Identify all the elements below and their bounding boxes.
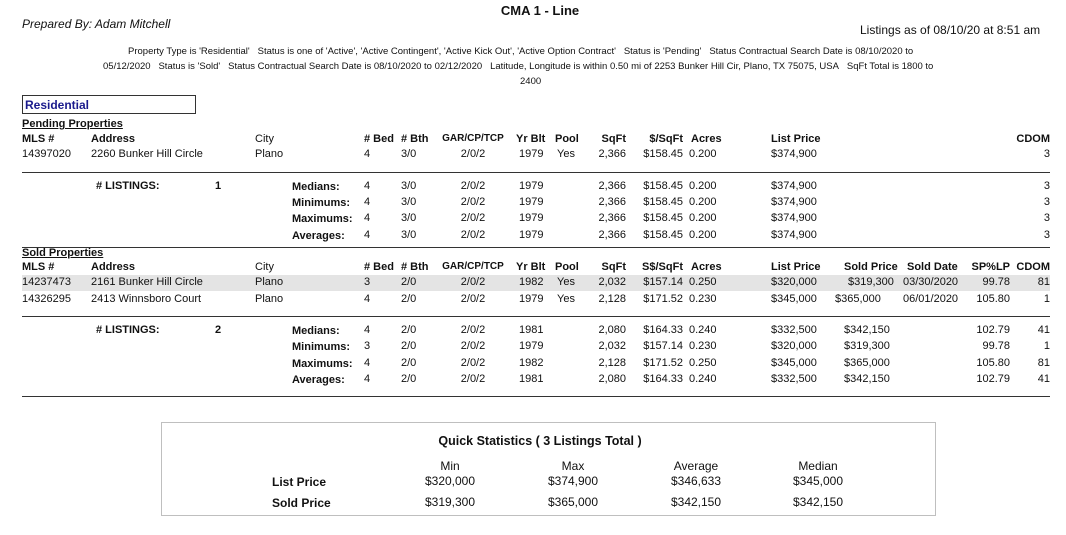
stat-value: 3 bbox=[1043, 196, 1050, 208]
col-header-bath: # Bth bbox=[401, 261, 429, 273]
sold-row-mls: 14237473 bbox=[22, 276, 71, 288]
sold-row-address: 2161 Bunker Hill Circle bbox=[91, 276, 203, 288]
stat-value: 1982 bbox=[519, 357, 544, 369]
stat-value: 4 bbox=[364, 196, 371, 208]
sold-row-sold-price: $365,000 bbox=[835, 293, 881, 305]
stat-value: 0.200 bbox=[689, 196, 717, 208]
stat-value: $157.14 bbox=[643, 340, 683, 352]
pending-row-sqft: 2,366 bbox=[598, 148, 626, 160]
col-header-list-price: List Price bbox=[771, 261, 821, 273]
sold-row-cdom: 81 bbox=[1037, 276, 1050, 288]
quick-stats-value: $319,300 bbox=[424, 495, 476, 509]
col-header-mls: MLS # bbox=[22, 261, 55, 273]
sold-row-sold-date: 06/01/2020 bbox=[903, 293, 959, 305]
col-header-bed: # Bed bbox=[364, 261, 394, 273]
sold-row-sold-price: $319,300 bbox=[848, 276, 894, 288]
stat-value: 0.200 bbox=[689, 229, 717, 241]
quick-stats-row-label: Sold Price bbox=[272, 496, 331, 510]
pending-row-year: 1979 bbox=[519, 148, 544, 160]
stat-value: 2/0/2 bbox=[460, 212, 486, 224]
sold-row-sqft: 2,032 bbox=[598, 276, 626, 288]
stat-value: $319,300 bbox=[844, 340, 890, 352]
stat-label: Medians: bbox=[292, 325, 340, 337]
stat-value: 2/0 bbox=[401, 340, 417, 352]
pending-row-list-price: $374,900 bbox=[771, 148, 817, 160]
section-title: Residential bbox=[25, 98, 90, 112]
sold-row-price-per-sqft: $157.14 bbox=[643, 276, 683, 288]
quick-stats-value: $346,633 bbox=[670, 474, 722, 488]
col-header-pool: Pool bbox=[555, 261, 579, 273]
col-header-address: Address bbox=[91, 261, 136, 273]
stat-label: Medians: bbox=[292, 181, 340, 193]
stat-value: $374,900 bbox=[771, 196, 817, 208]
col-header-sqft: SqFt bbox=[601, 261, 626, 273]
stat-value: $332,500 bbox=[771, 373, 817, 385]
criterion: Status Contractual Search Date is 08/10/2020 to 02/12/2020 bbox=[228, 61, 483, 72]
stat-value: $164.33 bbox=[643, 373, 683, 385]
stat-value: 4 bbox=[364, 357, 371, 369]
stat-label: Minimums: bbox=[292, 197, 351, 209]
pending-row-city: Plano bbox=[255, 148, 284, 160]
stat-value: $332,500 bbox=[771, 324, 817, 336]
stat-value: 1979 bbox=[519, 180, 544, 192]
quick-stats-row-label: List Price bbox=[272, 475, 327, 489]
stat-value: 4 bbox=[364, 229, 371, 241]
stat-value: 41 bbox=[1037, 373, 1050, 385]
col-header-bed: # Bed bbox=[364, 133, 394, 145]
stat-value: 1979 bbox=[519, 196, 544, 208]
sold-row-acres: 0.230 bbox=[689, 293, 717, 305]
col-header-address: Address bbox=[91, 133, 136, 145]
quick-stats-value: $365,000 bbox=[547, 495, 599, 509]
sold-row-bed: 4 bbox=[364, 293, 371, 305]
col-header-bath: # Bth bbox=[401, 133, 429, 145]
stat-value: 3 bbox=[364, 340, 371, 352]
sold-row-price-per-sqft: $171.52 bbox=[643, 293, 683, 305]
stat-value: 0.250 bbox=[689, 357, 717, 369]
sold-row-sqft: 2,128 bbox=[598, 293, 626, 305]
stat-value: $374,900 bbox=[771, 229, 817, 241]
sold-row-garage: 2/0/2 bbox=[460, 276, 486, 288]
stat-value: 0.200 bbox=[689, 180, 717, 192]
criterion: 05/12/2020 bbox=[103, 61, 151, 72]
col-header-year: Yr Blt bbox=[516, 261, 546, 273]
sold-listings-count: 2 bbox=[215, 324, 222, 336]
criterion: Status is 'Sold' bbox=[158, 61, 221, 72]
stat-value: 102.79 bbox=[976, 324, 1010, 336]
sold-section-title: Sold Properties bbox=[22, 247, 104, 259]
stat-label: Averages: bbox=[292, 230, 345, 242]
col-header-city: City bbox=[255, 261, 274, 273]
stat-value: 4 bbox=[364, 324, 371, 336]
col-header-sold-price: Sold Price bbox=[844, 261, 898, 273]
quick-stats-value: $342,150 bbox=[670, 495, 722, 509]
stat-label: Averages: bbox=[292, 374, 345, 386]
stat-value: 2,080 bbox=[598, 373, 626, 385]
divider bbox=[22, 396, 1050, 397]
stat-value: 3/0 bbox=[401, 229, 417, 241]
criterion: Status is one of 'Active', 'Active Contingent', 'Active Kick Out', 'Active Option Contract' bbox=[257, 46, 616, 57]
sold-row-year: 1982 bbox=[519, 276, 544, 288]
quick-stats-value: $320,000 bbox=[424, 474, 476, 488]
col-header-garage: GAR/CP/TCP bbox=[442, 261, 504, 272]
pending-row-garage: 2/0/2 bbox=[460, 148, 486, 160]
col-header-city: City bbox=[255, 133, 274, 145]
sold-row-bath: 2/0 bbox=[401, 293, 417, 305]
criterion: Status Contractual Search Date is 08/10/2020 to bbox=[709, 46, 914, 57]
stat-value: $158.45 bbox=[643, 196, 683, 208]
stat-value: 4 bbox=[364, 180, 371, 192]
stat-value: 2/0/2 bbox=[460, 340, 486, 352]
stat-value: $365,000 bbox=[844, 357, 890, 369]
stat-value: 2/0 bbox=[401, 373, 417, 385]
sold-row-mls: 14326295 bbox=[22, 293, 71, 305]
sold-row-garage: 2/0/2 bbox=[460, 293, 486, 305]
col-header-cdom: CDOM bbox=[1016, 133, 1050, 145]
pending-section-title: Pending Properties bbox=[22, 118, 123, 130]
sold-row-bath: 2/0 bbox=[401, 276, 417, 288]
section-box bbox=[22, 95, 196, 114]
stat-value: 4 bbox=[364, 212, 371, 224]
stat-value: 3 bbox=[1043, 229, 1050, 241]
col-header-acres: Acres bbox=[691, 261, 722, 273]
quick-stats-value: $374,900 bbox=[547, 474, 599, 488]
col-header-pool: Pool bbox=[555, 133, 579, 145]
report-title: CMA 1 - Line bbox=[500, 3, 580, 18]
stat-value: $342,150 bbox=[844, 324, 890, 336]
sold-row-pool: Yes bbox=[557, 293, 575, 305]
stat-value: $320,000 bbox=[771, 340, 817, 352]
stat-value: $158.45 bbox=[643, 212, 683, 224]
listings-as-of: Listings as of 08/10/20 at 8:51 am bbox=[860, 23, 1041, 37]
sold-row-list-price: $345,000 bbox=[771, 293, 817, 305]
divider bbox=[22, 316, 1050, 317]
stat-value: $171.52 bbox=[643, 357, 683, 369]
criterion: SqFt Total is 1800 to bbox=[846, 61, 934, 72]
stat-label: Minimums: bbox=[292, 341, 351, 353]
stat-label: Maximums: bbox=[292, 213, 353, 225]
col-header-garage: GAR/CP/TCP bbox=[442, 133, 504, 144]
stat-value: 102.79 bbox=[976, 373, 1010, 385]
divider bbox=[22, 172, 1050, 173]
quick-stats-col-median: Median bbox=[798, 459, 838, 473]
stat-value: 81 bbox=[1037, 357, 1050, 369]
stat-value: 2/0/2 bbox=[460, 229, 486, 241]
pending-row-cdom: 3 bbox=[1043, 148, 1050, 160]
quick-stats-col-average: Average bbox=[673, 459, 719, 473]
stat-value: $164.33 bbox=[643, 324, 683, 336]
prepared-by: Prepared By: Adam Mitchell bbox=[22, 17, 171, 31]
criteria-line-1 bbox=[128, 46, 913, 57]
stat-value: 2/0/2 bbox=[460, 180, 486, 192]
col-header-list-price: List Price bbox=[771, 133, 821, 145]
stat-value: 2/0/2 bbox=[460, 324, 486, 336]
stat-value: 105.80 bbox=[976, 357, 1010, 369]
stat-value: 2/0/2 bbox=[460, 196, 486, 208]
stat-value: 1 bbox=[1043, 340, 1050, 352]
stat-value: 41 bbox=[1037, 324, 1050, 336]
stat-value: 0.240 bbox=[689, 324, 717, 336]
stat-value: 4 bbox=[364, 373, 371, 385]
quick-stats-value: $342,150 bbox=[792, 495, 844, 509]
stat-value: 2,366 bbox=[598, 212, 626, 224]
stat-value: 3 bbox=[1043, 180, 1050, 192]
stat-value: 1979 bbox=[519, 340, 544, 352]
stat-value: 3 bbox=[1043, 212, 1050, 224]
criterion: Property Type is 'Residential' bbox=[128, 46, 250, 57]
stat-value: $158.45 bbox=[643, 229, 683, 241]
pending-row-pool: Yes bbox=[557, 148, 575, 160]
sold-listings-label: # LISTINGS: bbox=[96, 324, 160, 336]
sold-row-year: 1979 bbox=[519, 293, 544, 305]
stat-value: 1979 bbox=[519, 212, 544, 224]
col-header-year: Yr Blt bbox=[516, 133, 546, 145]
stat-value: 1979 bbox=[519, 229, 544, 241]
sold-row-city: Plano bbox=[255, 276, 284, 288]
sold-row-address: 2413 Winnsboro Court bbox=[91, 293, 202, 305]
criterion: Latitude, Longitude is within 0.50 mi of 2253 Bunker Hill Cir, Plano, TX 75075, USA bbox=[490, 61, 839, 72]
stat-value: 0.230 bbox=[689, 340, 717, 352]
col-header-mls: MLS # bbox=[22, 133, 55, 145]
col-header-price-per-sqft: $/SqFt bbox=[649, 133, 683, 145]
col-header-sold-price-per-sqft: S$/SqFt bbox=[642, 261, 683, 273]
sold-row-sold-date: 03/30/2020 bbox=[903, 276, 959, 288]
criterion: Status is 'Pending' bbox=[623, 46, 702, 57]
stat-value: 2,366 bbox=[598, 229, 626, 241]
stat-value: 99.78 bbox=[982, 340, 1010, 352]
stat-value: 0.240 bbox=[689, 373, 717, 385]
stat-value: $374,900 bbox=[771, 212, 817, 224]
pending-row-acres: 0.200 bbox=[689, 148, 717, 160]
stat-value: $345,000 bbox=[771, 357, 817, 369]
pending-row-bath: 3/0 bbox=[401, 148, 417, 160]
sold-row-cdom: 1 bbox=[1043, 293, 1050, 305]
stat-value: $374,900 bbox=[771, 180, 817, 192]
sold-row-bed: 3 bbox=[364, 276, 371, 288]
sold-row-pool: Yes bbox=[557, 276, 575, 288]
stat-value: 2,366 bbox=[598, 180, 626, 192]
col-header-sold-date: Sold Date bbox=[907, 261, 958, 273]
stat-value: $158.45 bbox=[643, 180, 683, 192]
stat-value: 3/0 bbox=[401, 212, 417, 224]
stat-value: 3/0 bbox=[401, 196, 417, 208]
col-header-sqft: SqFt bbox=[601, 133, 626, 145]
stat-value: 2,366 bbox=[598, 196, 626, 208]
sold-row-acres: 0.250 bbox=[689, 276, 717, 288]
stat-value: 2,080 bbox=[598, 324, 626, 336]
stat-label: Maximums: bbox=[292, 358, 353, 370]
col-header-acres: Acres bbox=[691, 133, 722, 145]
stat-value: 1981 bbox=[519, 373, 544, 385]
stat-value: 2/0 bbox=[401, 324, 417, 336]
sold-row-sp-lp: 105.80 bbox=[976, 293, 1010, 305]
criteria-line-2 bbox=[103, 61, 933, 72]
quick-stats-col-max: Max bbox=[561, 459, 585, 473]
quick-stats-title: Quick Statistics ( 3 Listings Total ) bbox=[438, 434, 642, 448]
stat-value: 2/0/2 bbox=[460, 373, 486, 385]
pending-row-mls: 14397020 bbox=[22, 148, 71, 160]
stat-value: 3/0 bbox=[401, 180, 417, 192]
col-header-cdom: CDOM bbox=[1016, 261, 1050, 273]
col-header-sp-lp: SP%LP bbox=[971, 261, 1010, 273]
stat-value: 1981 bbox=[519, 324, 544, 336]
pending-row-address: 2260 Bunker Hill Circle bbox=[91, 148, 203, 160]
pending-listings-count: 1 bbox=[215, 180, 222, 192]
stat-value: 2,128 bbox=[598, 357, 626, 369]
criteria-line-3: 2400 bbox=[520, 76, 542, 87]
sold-row-city: Plano bbox=[255, 293, 284, 305]
stat-value: 2,032 bbox=[598, 340, 626, 352]
sold-row-list-price: $320,000 bbox=[771, 276, 817, 288]
quick-stats-value: $345,000 bbox=[792, 474, 844, 488]
stat-value: 2/0 bbox=[401, 357, 417, 369]
stat-value: 2/0/2 bbox=[460, 357, 486, 369]
pending-row-price-per-sqft: $158.45 bbox=[643, 148, 683, 160]
divider bbox=[22, 247, 1050, 248]
pending-row-bed: 4 bbox=[364, 148, 371, 160]
stat-value: 0.200 bbox=[689, 212, 717, 224]
stat-value: $342,150 bbox=[844, 373, 890, 385]
quick-stats-col-min: Min bbox=[440, 459, 460, 473]
sold-row-sp-lp: 99.78 bbox=[982, 276, 1010, 288]
pending-listings-label: # LISTINGS: bbox=[96, 180, 160, 192]
